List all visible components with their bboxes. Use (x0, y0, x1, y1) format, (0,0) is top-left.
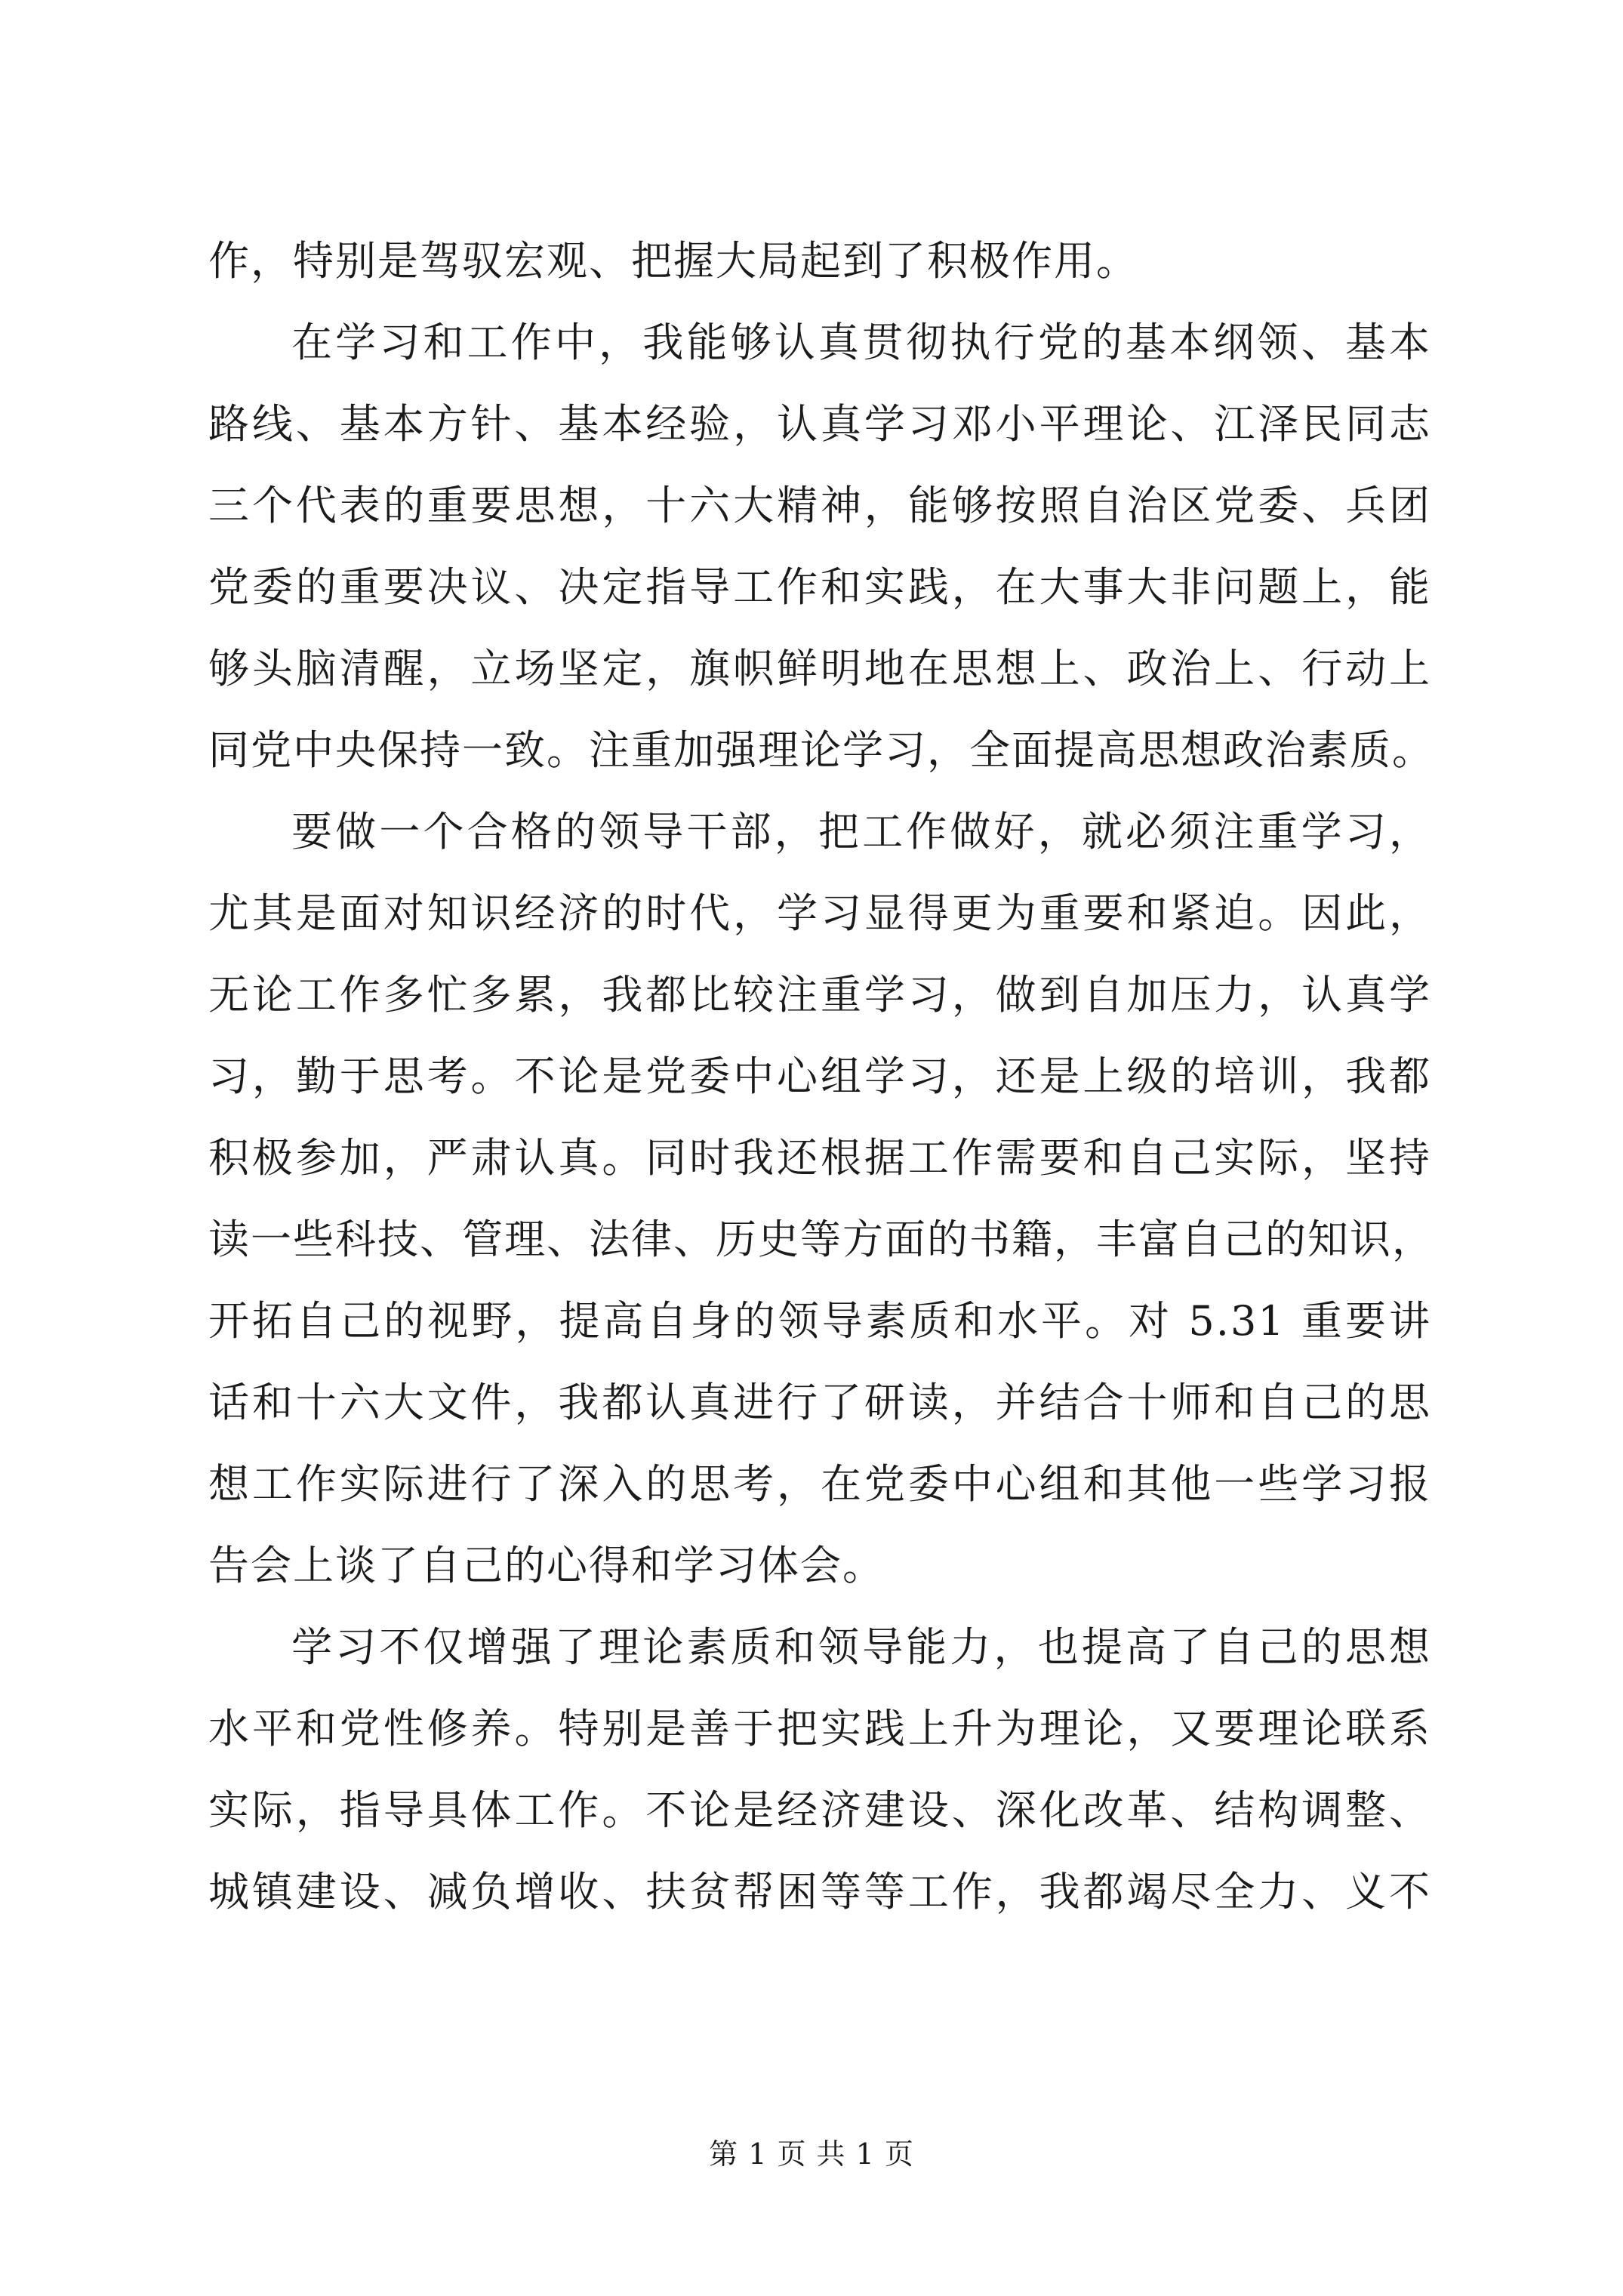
text-line: 城镇建设、减负增收、扶贫帮困等等工作，我都竭尽全力、义不 (208, 1868, 1431, 1915)
text-line: 开拓自己的视野，提高自身的领导素质和水平。对 5.31 重要讲 (208, 1297, 1431, 1345)
text-line: 告会上谈了自己的心得和学习体会。 (208, 1542, 885, 1589)
document-body (208, 220, 1434, 1933)
text-line: 读一些科技、管理、法律、历史等方面的书籍，丰富自己的知识， (208, 1216, 1434, 1263)
text-line: 习，勤于思考。不论是党委中心组学习，还是上级的培训，我都 (208, 1052, 1431, 1100)
text-line: 三个代表的重要思想，十六大精神，能够按照自治区党委、兵团 (208, 482, 1431, 529)
text-line: 学习不仅增强了理论素质和领导能力，也提高了自己的思想 (291, 1623, 1431, 1671)
text-line: 无论工作多忙多累，我都比较注重学习，做到自加压力，认真学 (208, 971, 1431, 1019)
text-line: 尤其是面对知识经济的时代，学习显得更为重要和紧迫。因此， (208, 889, 1431, 937)
text-line: 实际，指导具体工作。不论是经济建设、深化改革、结构调整、 (208, 1786, 1431, 1834)
text-line: 作，特别是驾驭宏观、把握大局起到了积极作用。 (208, 237, 1138, 285)
text-line: 党委的重要决议、决定指导工作和实践，在大事大非问题上，能 (208, 563, 1431, 611)
page-footer: 第 1 页 共 1 页 (709, 2137, 914, 2171)
text-line: 话和十六大文件，我都认真进行了研读，并结合十师和自己的思 (208, 1379, 1431, 1426)
text-line: 水平和党性修养。特别是善于把实践上升为理论，又要理论联系 (208, 1705, 1431, 1752)
text-line: 想工作实际进行了深入的思考，在党委中心组和其他一些学习报 (208, 1460, 1431, 1508)
text-line: 在学习和工作中，我能够认真贯彻执行党的基本纲领、基本 (291, 319, 1431, 366)
text-line: 同党中央保持一致。注重加强理论学习，全面提高思想政治素质。 (208, 726, 1434, 774)
text-line: 要做一个合格的领导干部，把工作做好，就必须注重学习， (291, 808, 1431, 855)
text-line: 够头脑清醒，立场坚定，旗帜鲜明地在思想上、政治上、行动上 (208, 645, 1431, 692)
text-line: 积极参加，严肃认真。同时我还根据工作需要和自己实际，坚持 (208, 1134, 1431, 1182)
text-line: 路线、基本方针、基本经验，认真学习邓小平理论、江泽民同志 (208, 400, 1431, 448)
